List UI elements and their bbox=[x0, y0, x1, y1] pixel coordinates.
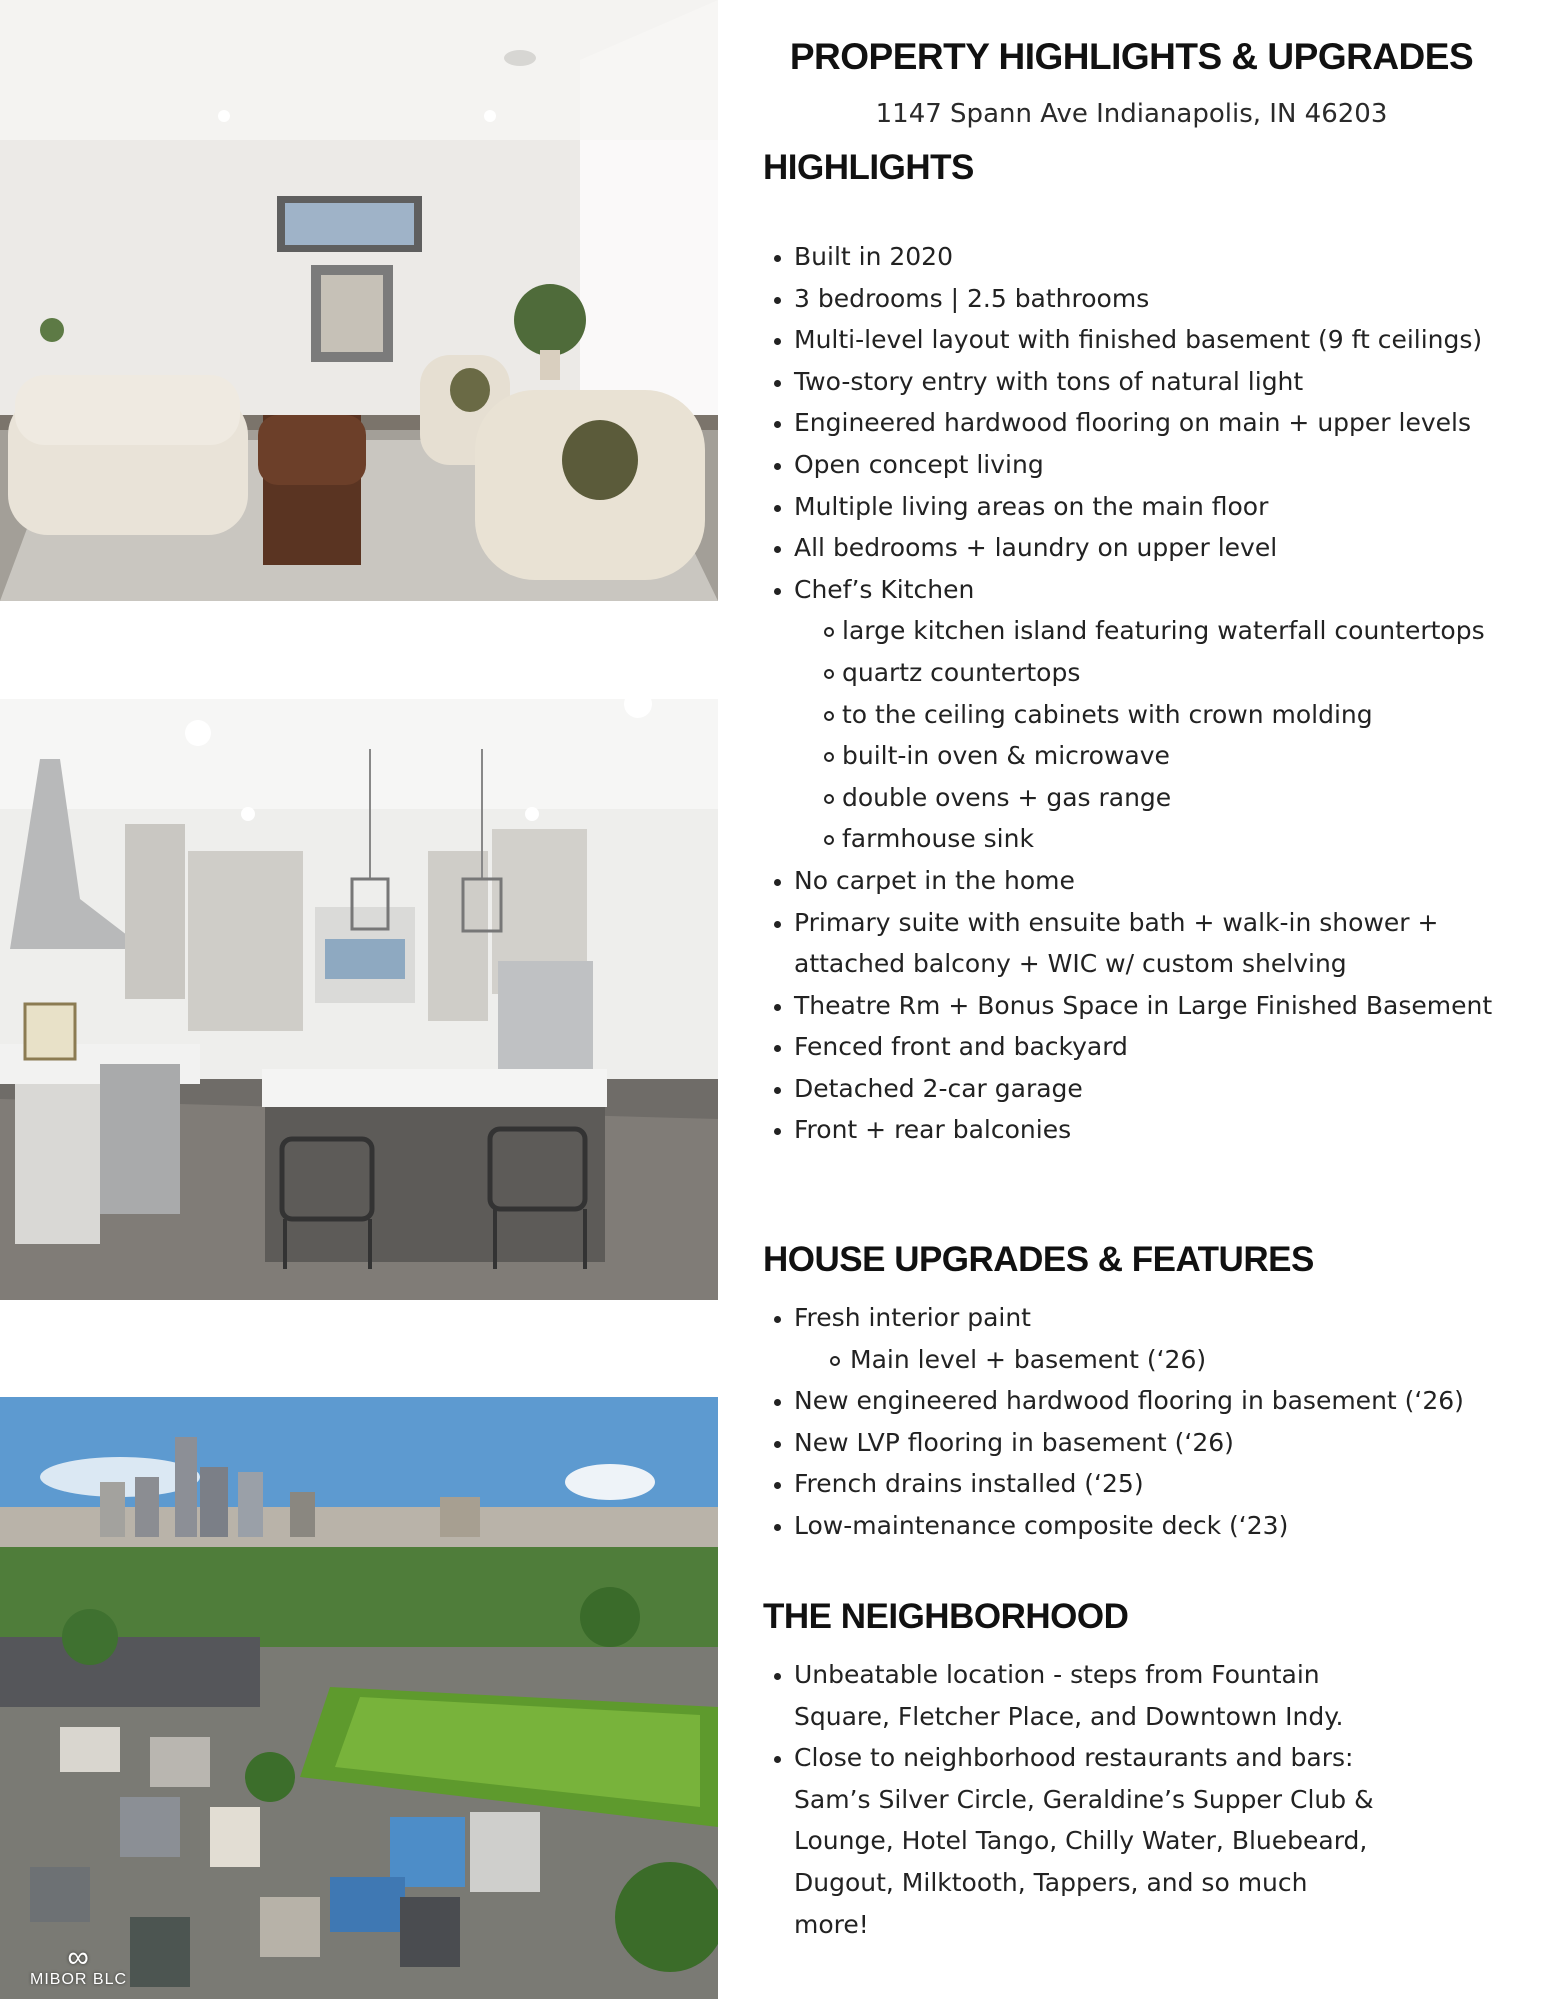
list-item: New engineered hardwood flooring in basement (‘26) bbox=[774, 1380, 1534, 1422]
list-item: All bedrooms + laundry on upper level bbox=[774, 527, 1534, 569]
list-item: Open concept living bbox=[774, 444, 1534, 486]
list-item: Fenced front and backyard bbox=[774, 1026, 1534, 1068]
kitchen-sub-item: built-in oven & microwave bbox=[774, 735, 1534, 777]
list-item-continuation: Lounge, Hotel Tango, Chilly Water, Bluebeard, bbox=[794, 1826, 1368, 1856]
highlights-list bbox=[774, 236, 1534, 1151]
list-item: Engineered hardwood flooring on main + upper levels bbox=[774, 402, 1534, 444]
list-item: French drains installed (‘25) bbox=[774, 1463, 1534, 1505]
list-item-continuation: Dugout, Milktooth, Tappers, and so much bbox=[794, 1867, 1308, 1897]
kitchen-sub-item: farmhouse sink bbox=[774, 818, 1534, 860]
list-item: 3 bedrooms | 2.5 bathrooms bbox=[774, 278, 1534, 320]
paint-sub-item: Main level + basement (‘26) bbox=[774, 1339, 1534, 1381]
list-item-continuation: Sam’s Silver Circle, Geraldine’s Supper Club & bbox=[794, 1784, 1374, 1814]
list-item: Chef’s Kitchen bbox=[774, 569, 1534, 611]
list-item: Unbeatable location - steps from Fountain bbox=[774, 1654, 1534, 1696]
kitchen-sub-item: double ovens + gas range bbox=[774, 777, 1534, 819]
neighborhood-heading: THE NEIGHBORHOOD bbox=[763, 1597, 1129, 1636]
content-column bbox=[718, 0, 1545, 1999]
upgrades-list bbox=[774, 1297, 1534, 1547]
list-item: No carpet in the home bbox=[774, 860, 1534, 902]
list-item-continuation: Square, Fletcher Place, and Downtown Indy. bbox=[794, 1701, 1344, 1731]
list-item: Front + rear balconies bbox=[774, 1109, 1534, 1151]
list-item-continuation: attached balcony + WIC w/ custom shelving bbox=[794, 949, 1347, 979]
list-item: Built in 2020 bbox=[774, 236, 1534, 278]
property-address: 1147 Spann Ave Indianapolis, IN 46203 bbox=[875, 99, 1388, 129]
neighborhood-list bbox=[774, 1654, 1534, 1945]
list-item-continuation: more! bbox=[794, 1909, 869, 1939]
list-item: New LVP flooring in basement (‘26) bbox=[774, 1422, 1534, 1464]
list-item: Theatre Rm + Bonus Space in Large Finished Basement bbox=[774, 985, 1534, 1027]
aerial-neighborhood-photo bbox=[0, 1397, 718, 1999]
kitchen-sub-item: to the ceiling cabinets with crown molding bbox=[774, 694, 1534, 736]
list-item: Two-story entry with tons of natural light bbox=[774, 361, 1534, 403]
list-item: Fresh interior paint bbox=[774, 1297, 1534, 1339]
kitchen-photo bbox=[0, 699, 718, 1300]
page-title: PROPERTY HIGHLIGHTS & UPGRADES bbox=[789, 36, 1474, 77]
mibor-watermark bbox=[30, 1941, 128, 1989]
kitchen-sub-item: quartz countertops bbox=[774, 652, 1534, 694]
upgrades-heading: HOUSE UPGRADES & FEATURES bbox=[763, 1240, 1314, 1279]
list-item: Multiple living areas on the main floor bbox=[774, 486, 1534, 528]
list-item: Primary suite with ensuite bath + walk-in shower + bbox=[774, 902, 1534, 944]
infinity-logo-icon: ∞ bbox=[67, 1941, 90, 1974]
list-item: Detached 2-car garage bbox=[774, 1068, 1534, 1110]
list-item: Low-maintenance composite deck (‘23) bbox=[774, 1505, 1534, 1547]
kitchen-sub-item: large kitchen island featuring waterfall countertops bbox=[774, 610, 1534, 652]
living-room-photo bbox=[0, 0, 718, 601]
highlights-heading: HIGHLIGHTS bbox=[763, 148, 974, 187]
list-item: Multi-level layout with finished basement (9 ft ceilings) bbox=[774, 319, 1534, 361]
list-item: Close to neighborhood restaurants and bars: bbox=[774, 1737, 1534, 1779]
watermark-text: MIBOR BLC bbox=[30, 1971, 128, 1988]
